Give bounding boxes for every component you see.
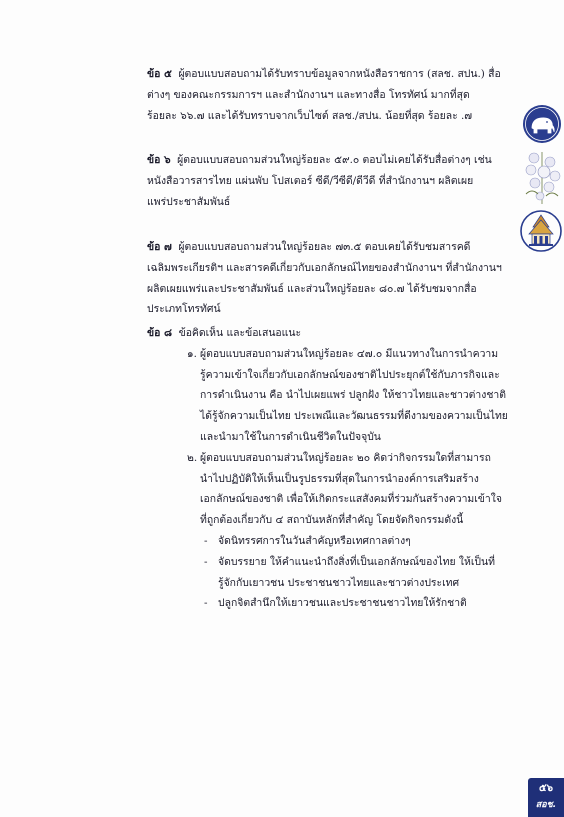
paragraph-8-title: ข้อคิดเห็น และข้อเสนอแนะ	[178, 327, 302, 339]
paragraph-7-line-2: เฉลิมพระเกียรติฯ และสารคดีเกี่ยวกับเอกลักษณ์ไทยของสำนักงานฯ ที่สำนักงานฯ	[147, 261, 502, 274]
item-1-line-3: การดำเนินงาน คือ นำไปเผยแพร่ ปลูกฝัง ให้ชาวไทยและชาวต่างชาติ	[200, 389, 506, 402]
paragraph-8-lead: ข้อ ๘	[147, 327, 172, 339]
item-2-line-2: นำไปปฏิบัติให้เห็นเป็นรูปธรรมที่สุดในการนำองค์การเสริมสร้าง	[200, 472, 479, 485]
flower-emblem-icon	[520, 150, 564, 206]
bullet-3-line-1: ปลูกจิตสำนึกให้เยาวชนและประชาชนชาวไทยให้รักชาติ	[218, 597, 467, 610]
bullet-1-dash: -	[204, 534, 208, 547]
recommendation-item-1	[187, 344, 509, 448]
pavilion-emblem-icon	[520, 210, 562, 252]
paragraph-5-line-3: ร้อยละ ๖๖.๗ และได้รับทราบจากเว็บไซต์ สลช./สปน. น้อยที่สุด ร้อยละ .๗	[147, 109, 473, 122]
bullet-3-dash: -	[204, 597, 208, 610]
activity-bullet-1	[204, 531, 509, 552]
paragraph-7-lead: ข้อ ๗	[147, 241, 172, 253]
paragraph-8	[147, 323, 509, 614]
paragraph-7-line-1: ผู้ตอบแบบสอบถามส่วนใหญ่ร้อยละ ๗๓.๕ ตอบเคยได้รับชมสารคดี	[178, 241, 471, 253]
activity-bullet-3	[204, 593, 509, 614]
bullet-1-line-1: จัดนิทรรศการในวันสำคัญหรือเทศกาลต่างๆ	[218, 534, 411, 547]
paragraph-6-line-3: แพร่ประชาสัมพันธ์	[147, 195, 231, 208]
bullet-2-line-2: รู้จักกับเยาวชน ประชาชนชาวไทยและชาวต่างประเทศ	[218, 576, 460, 589]
page-org-label: สอช.	[535, 800, 557, 810]
item-1-line-4: ได้รู้จักความเป็นไทย ประเพณีและวัฒนธรรมที่ดีงามของความเป็นไทย	[200, 410, 508, 423]
page-number: ๕๖	[539, 783, 553, 794]
item-1-number: ๑.	[187, 347, 197, 360]
paragraph-5-line-2: ต่างๆ ของคณะกรรมการฯ และสำนักงานฯ และทางสื่อ โทรทัศน์ มากที่สุด	[147, 88, 470, 101]
item-2-line-3: เอกลักษณ์ของชาติ เพื่อให้เกิดกระแสสังคมที่ร่วมกันสร้างความเข้าใจ	[200, 493, 502, 506]
activity-bullet-2	[204, 552, 509, 594]
paragraph-7-line-4: ประเภทโทรทัศน์	[147, 303, 221, 316]
item-2-line-4: ที่ถูกต้องเกี่ยวกับ ๔ สถาบันหลักที่สำคัญ โดยจัดกิจกรรมดังนี้	[200, 514, 464, 527]
paragraph-6-line-1: ผู้ตอบแบบสอบถามส่วนใหญ่ร้อยละ ๕๙.๐ ตอบไม่เคยได้รับสื่อต่างๆ เช่น	[177, 154, 492, 166]
paragraph-5-line-1: ผู้ตอบแบบสอบถามได้รับทราบข้อมูลจากหนังสือราชการ (สลช. สปน.) สื่อ	[178, 68, 501, 80]
paragraph-6-lead: ข้อ ๖	[147, 154, 171, 166]
bullet-2-line-1: จัดบรรยาย ให้คำแนะนำถึงสิ่งที่เป็นเอกลักษณ์ของไทย ให้เป็นที่	[218, 555, 495, 568]
paragraph-5	[147, 64, 509, 126]
page-number-tab	[528, 778, 564, 817]
paragraph-7-line-3: ผลิตเผยแพร่และประชาสัมพันธ์ และส่วนใหญ่ร้อยละ ๘๐.๗ ได้รับชมจากสื่อ	[147, 282, 477, 295]
item-1-line-5: และนำมาใช้ในการดำเนินชีวิตในปัจจุบัน	[200, 430, 381, 443]
paragraph-6-line-2: หนังสือวารสารไทย แผ่นพับ โปสเตอร์ ซีดี/วีซีดี/ดีวีดี ที่สำนักงานฯ ผลิตเผย	[147, 174, 474, 187]
paragraph-6	[147, 150, 509, 212]
paragraph-5-lead: ข้อ ๕	[147, 68, 172, 80]
paragraph-7	[147, 237, 509, 320]
item-1-line-1: ผู้ตอบแบบสอบถามส่วนใหญ่ร้อยละ ๔๗.๐ มีแนวทางในการนำความ	[200, 347, 499, 360]
item-1-line-2: รู้ความเข้าใจเกี่ยวกับเอกลักษณ์ของชาติไปประยุกต์ใช้กับภารกิจและ	[200, 368, 500, 381]
item-2-line-1: ผู้ตอบแบบสอบถามส่วนใหญ่ร้อยละ ๒๐ คิดว่ากิจกรรมใดที่สามารถ	[200, 451, 491, 464]
bullet-2-dash: -	[204, 555, 208, 568]
elephant-emblem-icon	[522, 104, 562, 144]
recommendation-item-2	[187, 448, 509, 531]
item-2-number: ๒.	[187, 451, 198, 464]
